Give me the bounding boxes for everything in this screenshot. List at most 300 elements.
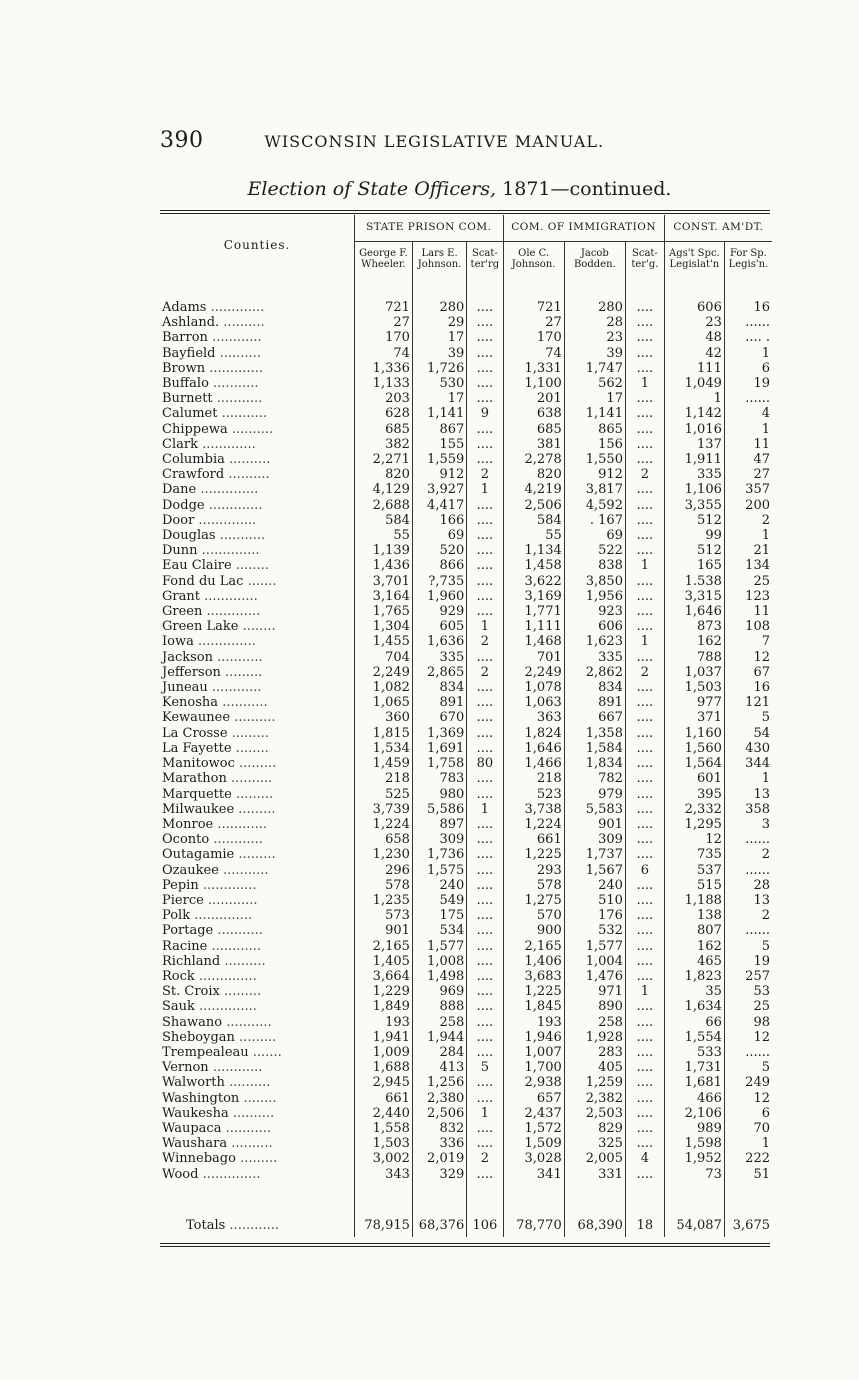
vote-cell: 891: [564, 695, 625, 710]
vote-cell: 1,577: [564, 939, 625, 954]
vote-cell: ....: [467, 969, 503, 984]
vote-cell: 2: [467, 1151, 503, 1166]
vote-cell: 2,506: [503, 498, 564, 513]
vote-cell: 3,664: [355, 969, 413, 984]
election-table: [160, 215, 772, 1237]
leader-dots: ..........: [219, 315, 265, 331]
spacer-cell: [412, 1182, 466, 1206]
vote-cell: 977: [664, 695, 724, 710]
vote-cell: 912: [564, 467, 625, 482]
county-name-cell: [160, 422, 355, 437]
vote-cell: 296: [355, 863, 413, 878]
vote-cell: 1,736: [412, 847, 466, 862]
vote-cell: ....: [467, 604, 503, 619]
vote-cell: 1: [724, 422, 772, 437]
vote-cell: 69: [564, 528, 625, 543]
vote-cell: ....: [467, 543, 503, 558]
vote-cell: ....: [625, 1060, 664, 1075]
vote-cell: 1,509: [503, 1136, 564, 1151]
county-name: La Fayette: [162, 740, 232, 756]
county-name: Sauk: [162, 999, 195, 1015]
vote-cell: 12: [664, 832, 724, 847]
county-name-cell: [160, 878, 355, 893]
vote-cell: 134: [724, 558, 772, 573]
vote-cell: ....: [625, 1091, 664, 1106]
leader-dots: ...........: [213, 649, 263, 665]
county-name: Juneau: [162, 680, 208, 696]
vote-cell: 1,634: [664, 999, 724, 1014]
vote-cell: 657: [503, 1091, 564, 1106]
vote-cell: 156: [564, 437, 625, 452]
vote-cell: 12: [724, 650, 772, 665]
county-row: [160, 726, 772, 741]
vote-cell: 2: [467, 467, 503, 482]
county-name: Manitowoc: [162, 756, 235, 772]
vote-cell: 2: [724, 847, 772, 862]
leader-dots: ...........: [217, 406, 268, 422]
vote-cell: 1,037: [664, 665, 724, 680]
vote-cell: ....: [625, 513, 664, 528]
leader-dots: ...........: [221, 1120, 272, 1136]
vote-cell: 3,738: [503, 802, 564, 817]
county-row: [160, 391, 772, 406]
total-cell: 18: [625, 1206, 664, 1237]
vote-cell: 923: [564, 604, 625, 619]
vote-cell: 2,165: [503, 939, 564, 954]
county-name: Buffalo: [162, 376, 209, 392]
leader-dots: ..............: [193, 634, 256, 650]
candidate-header: [412, 242, 466, 277]
leader-dots: .............: [197, 436, 256, 452]
vote-cell: 834: [564, 680, 625, 695]
vote-cell: 138: [664, 908, 724, 923]
leader-dots: .........: [234, 1029, 277, 1045]
vote-cell: 897: [412, 817, 466, 832]
vote-cell: 979: [564, 787, 625, 802]
county-row: [160, 558, 772, 573]
county-name: Richland: [162, 953, 221, 969]
vote-cell: 2,437: [503, 1106, 564, 1121]
county-row: [160, 1015, 772, 1030]
vote-cell: 3,028: [503, 1151, 564, 1166]
county-name: Barron: [162, 330, 208, 346]
vote-cell: 1,275: [503, 893, 564, 908]
vote-cell: 658: [355, 832, 413, 847]
total-cell: 78,770: [503, 1206, 564, 1237]
county-name-cell: [160, 498, 355, 513]
vote-cell: 4: [625, 1151, 664, 1166]
vote-cell: 782: [564, 771, 625, 786]
vote-cell: 2,865: [412, 665, 466, 680]
total-cell: 54,087: [664, 1206, 724, 1237]
county-name: Iowa: [162, 634, 194, 650]
county-name-cell: [160, 1045, 355, 1060]
vote-cell: 1: [724, 346, 772, 361]
vote-cell: 11: [724, 437, 772, 452]
vote-cell: 4: [724, 406, 772, 421]
vote-cell: 363: [503, 710, 564, 725]
vote-cell: ....: [625, 969, 664, 984]
vote-cell: 218: [355, 771, 413, 786]
vote-cell: ....: [625, 802, 664, 817]
vote-cell: 55: [355, 528, 413, 543]
county-name: Douglas: [162, 528, 216, 544]
vote-cell: ....: [467, 422, 503, 437]
vote-cell: 890: [564, 999, 625, 1014]
vote-cell: 4,219: [503, 482, 564, 497]
leader-dots: ...........: [213, 923, 263, 939]
vote-cell: 201: [503, 391, 564, 406]
vote-cell: 1,941: [355, 1030, 413, 1045]
leader-dots: .............: [205, 360, 263, 376]
vote-cell: 336: [412, 1136, 466, 1151]
county-row: [160, 680, 772, 695]
vote-cell: ....: [625, 1015, 664, 1030]
vote-cell: 360: [355, 710, 413, 725]
county-row: [160, 1030, 772, 1045]
vote-cell: 578: [355, 878, 413, 893]
vote-cell: 258: [412, 1015, 466, 1030]
vote-cell: ?,735: [412, 574, 466, 589]
leader-dots: ..............: [194, 999, 257, 1015]
leader-dots: ............: [209, 832, 263, 848]
vote-cell: 2,278: [503, 452, 564, 467]
spacer-cell: [503, 276, 564, 300]
county-row: [160, 1106, 772, 1121]
vote-cell: ....: [625, 422, 664, 437]
vote-cell: 1: [625, 634, 664, 649]
vote-cell: 515: [664, 878, 724, 893]
county-name-cell: [160, 346, 355, 361]
county-name: Washington: [162, 1090, 240, 1106]
county-name-cell: [160, 650, 355, 665]
county-row: [160, 695, 772, 710]
vote-cell: 108: [724, 619, 772, 634]
vote-cell: 1,564: [664, 756, 724, 771]
leader-dots: ..............: [198, 1166, 261, 1182]
leader-dots: ............: [207, 330, 262, 346]
county-row: [160, 1075, 772, 1090]
vote-cell: ....: [625, 437, 664, 452]
county-name: Dunn: [162, 543, 198, 559]
vote-cell: ....: [467, 954, 503, 969]
vote-cell: 405: [564, 1060, 625, 1075]
vote-cell: ....: [625, 650, 664, 665]
vote-cell: 1,834: [564, 756, 625, 771]
vote-cell: ......: [724, 315, 772, 330]
vote-cell: 1,004: [564, 954, 625, 969]
vote-cell: 48: [664, 330, 724, 345]
vote-cell: 1,133: [355, 376, 413, 391]
spacer-cell: [564, 276, 625, 300]
vote-cell: ....: [467, 1015, 503, 1030]
vote-cell: 2: [724, 513, 772, 528]
leader-dots: ..........: [224, 452, 271, 468]
county-row: [160, 330, 772, 345]
vote-cell: ....: [625, 878, 664, 893]
vote-cell: 341: [503, 1167, 564, 1182]
county-row: [160, 817, 772, 832]
vote-cell: 280: [412, 300, 466, 315]
vote-cell: 39: [412, 346, 466, 361]
leader-dots: .........: [234, 756, 277, 772]
vote-cell: 1,225: [503, 984, 564, 999]
vote-cell: ....: [467, 893, 503, 908]
vote-cell: ....: [625, 710, 664, 725]
vote-cell: 3,927: [412, 482, 466, 497]
vote-cell: 5: [724, 1060, 772, 1075]
vote-cell: 1: [467, 802, 503, 817]
vote-cell: 628: [355, 406, 413, 421]
vote-cell: 2,382: [564, 1091, 625, 1106]
vote-cell: 1,229: [355, 984, 413, 999]
vote-cell: ....: [467, 528, 503, 543]
vote-cell: 1,952: [664, 1151, 724, 1166]
vote-cell: 5: [724, 939, 772, 954]
vote-cell: 534: [412, 923, 466, 938]
vote-cell: 27: [503, 315, 564, 330]
county-row: [160, 969, 772, 984]
total-cell: 68,376: [412, 1206, 466, 1237]
county-name: Marquette: [162, 786, 232, 802]
county-name: Vernon: [162, 1060, 209, 1076]
candidate-header-line: Johnson.: [417, 259, 462, 270]
candidate-header-line: Legislat'n: [669, 259, 720, 270]
county-name: Pierce: [162, 892, 204, 908]
county-name: Racine: [162, 938, 208, 954]
vote-cell: ....: [625, 1045, 664, 1060]
leader-dots: ...........: [208, 376, 259, 392]
vote-cell: 1: [724, 528, 772, 543]
vote-cell: 2,503: [564, 1106, 625, 1121]
vote-cell: 1,691: [412, 741, 466, 756]
vote-cell: ....: [625, 680, 664, 695]
vote-cell: 1,534: [355, 741, 413, 756]
county-name: Calumet: [162, 406, 218, 422]
vote-cell: . 167: [564, 513, 625, 528]
vote-cell: 1,577: [412, 939, 466, 954]
vote-cell: 1,946: [503, 1030, 564, 1045]
leader-dots: .............: [202, 604, 261, 620]
vote-cell: 1,688: [355, 1060, 413, 1075]
vote-cell: ....: [467, 787, 503, 802]
vote-cell: 2,165: [355, 939, 413, 954]
vote-cell: 1,188: [664, 893, 724, 908]
vote-cell: ....: [467, 984, 503, 999]
vote-cell: 344: [724, 756, 772, 771]
county-name-cell: [160, 1106, 355, 1121]
county-row: [160, 528, 772, 543]
candidate-header-line: For Sp.: [730, 248, 767, 259]
leader-dots: .............: [198, 877, 257, 893]
leader-dots: .........: [219, 984, 262, 1000]
vote-cell: ....: [625, 847, 664, 862]
county-name-cell: [160, 361, 355, 376]
vote-cell: 258: [564, 1015, 625, 1030]
vote-cell: 1,584: [564, 741, 625, 756]
vote-cell: ....: [467, 863, 503, 878]
county-row: [160, 315, 772, 330]
vote-cell: ....: [625, 406, 664, 421]
spacer-cell: [467, 276, 503, 300]
vote-cell: 35: [664, 984, 724, 999]
vote-cell: 2,945: [355, 1075, 413, 1090]
county-row: [160, 589, 772, 604]
vote-cell: 1,765: [355, 604, 413, 619]
spacer-cell: [467, 1182, 503, 1206]
vote-cell: ....: [467, 1091, 503, 1106]
vote-cell: 873: [664, 619, 724, 634]
vote-cell: ....: [625, 908, 664, 923]
spacer-cell: [160, 276, 355, 300]
spacer-cell: [355, 1182, 413, 1206]
county-name-cell: [160, 634, 355, 649]
vote-cell: ....: [625, 1136, 664, 1151]
vote-cell: 1,455: [355, 634, 413, 649]
vote-cell: 25: [724, 999, 772, 1014]
county-name: La Crosse: [162, 725, 228, 741]
vote-cell: 4,592: [564, 498, 625, 513]
vote-cell: ....: [467, 1167, 503, 1182]
county-name-cell: [160, 832, 355, 847]
vote-cell: 1,956: [564, 589, 625, 604]
vote-cell: ....: [625, 832, 664, 847]
vote-cell: ....: [625, 619, 664, 634]
leader-dots: ............: [208, 1060, 263, 1076]
vote-cell: 735: [664, 847, 724, 862]
vote-cell: 27: [724, 467, 772, 482]
vote-cell: ....: [467, 878, 503, 893]
leader-dots: ........: [231, 740, 269, 756]
vote-cell: ......: [724, 1045, 772, 1060]
county-row: [160, 1060, 772, 1075]
vote-cell: 971: [564, 984, 625, 999]
vote-cell: 1,771: [503, 604, 564, 619]
vote-cell: 562: [564, 376, 625, 391]
total-cell: 106: [467, 1206, 503, 1237]
county-name: Outagamie: [162, 847, 235, 863]
county-row: [160, 482, 772, 497]
vote-cell: 6: [724, 361, 772, 376]
vote-cell: 2,862: [564, 665, 625, 680]
county-row: [160, 1151, 772, 1166]
vote-cell: 838: [564, 558, 625, 573]
vote-cell: 1,100: [503, 376, 564, 391]
vote-cell: ....: [625, 893, 664, 908]
county-row: [160, 710, 772, 725]
county-row: [160, 832, 772, 847]
vote-cell: 3,850: [564, 574, 625, 589]
vote-cell: 1,405: [355, 954, 413, 969]
vote-cell: 2,019: [412, 1151, 466, 1166]
vote-cell: 929: [412, 604, 466, 619]
county-row: [160, 923, 772, 938]
group-header-const-amendment: CONST. AM'DT.: [664, 215, 772, 242]
county-name-cell: [160, 908, 355, 923]
vote-cell: 69: [412, 528, 466, 543]
vote-cell: ....: [467, 832, 503, 847]
vote-cell: 1,235: [355, 893, 413, 908]
county-name: Pepin: [162, 877, 199, 893]
vote-cell: ......: [724, 863, 772, 878]
vote-cell: 1: [664, 391, 724, 406]
county-name: Trempealeau: [162, 1044, 249, 1060]
vote-cell: 395: [664, 787, 724, 802]
leader-dots: ..........: [215, 345, 261, 361]
vote-cell: 1,468: [503, 634, 564, 649]
vote-cell: 1,681: [664, 1075, 724, 1090]
vote-cell: 2,938: [503, 1075, 564, 1090]
vote-cell: 1,331: [503, 361, 564, 376]
leader-dots: ..........: [228, 1105, 275, 1121]
vote-cell: 325: [564, 1136, 625, 1151]
county-name-cell: [160, 482, 355, 497]
vote-cell: 1,139: [355, 543, 413, 558]
county-name-cell: [160, 954, 355, 969]
vote-cell: 2,688: [355, 498, 413, 513]
county-name-cell: [160, 1030, 355, 1045]
vote-cell: 1,466: [503, 756, 564, 771]
leader-dots: ........: [239, 1090, 277, 1106]
county-name-cell: [160, 680, 355, 695]
vote-cell: 200: [724, 498, 772, 513]
vote-cell: 358: [724, 802, 772, 817]
county-row: [160, 787, 772, 802]
county-row: [160, 346, 772, 361]
vote-cell: 1,700: [503, 1060, 564, 1075]
vote-cell: 1,726: [412, 361, 466, 376]
vote-cell: 240: [564, 878, 625, 893]
county-name-cell: [160, 1060, 355, 1075]
vote-cell: 1: [467, 482, 503, 497]
vote-cell: 16: [724, 300, 772, 315]
spacer-cell: [625, 276, 664, 300]
vote-cell: 1,731: [664, 1060, 724, 1075]
leader-dots: ..............: [194, 512, 257, 528]
candidate-header: [355, 242, 413, 277]
leader-dots: .............: [206, 300, 265, 315]
vote-cell: ....: [467, 1030, 503, 1045]
county-name: Grant: [162, 588, 200, 604]
county-name: Portage: [162, 923, 214, 939]
leader-dots: ..............: [196, 482, 259, 498]
vote-cell: 162: [664, 634, 724, 649]
county-name-cell: [160, 969, 355, 984]
county-name: Jefferson: [162, 664, 221, 680]
vote-cell: 1,845: [503, 999, 564, 1014]
vote-cell: 53: [724, 984, 772, 999]
vote-cell: 17: [412, 391, 466, 406]
county-name-cell: [160, 893, 355, 908]
leader-dots: .......: [243, 573, 277, 589]
vote-cell: 27: [355, 315, 413, 330]
county-name-cell: [160, 923, 355, 938]
vote-cell: 721: [503, 300, 564, 315]
page-number: 390: [160, 128, 204, 153]
vote-cell: 783: [412, 771, 466, 786]
vote-cell: 2: [724, 908, 772, 923]
county-name: St. Croix: [162, 984, 220, 1000]
vote-cell: 430: [724, 741, 772, 756]
vote-cell: 1,224: [503, 817, 564, 832]
vote-cell: 1,646: [503, 741, 564, 756]
county-name-cell: [160, 984, 355, 999]
leader-dots: ..........: [227, 1136, 273, 1152]
vote-cell: 1,560: [664, 741, 724, 756]
vote-cell: 7: [724, 634, 772, 649]
vote-cell: 74: [503, 346, 564, 361]
vote-cell: ....: [625, 1106, 664, 1121]
